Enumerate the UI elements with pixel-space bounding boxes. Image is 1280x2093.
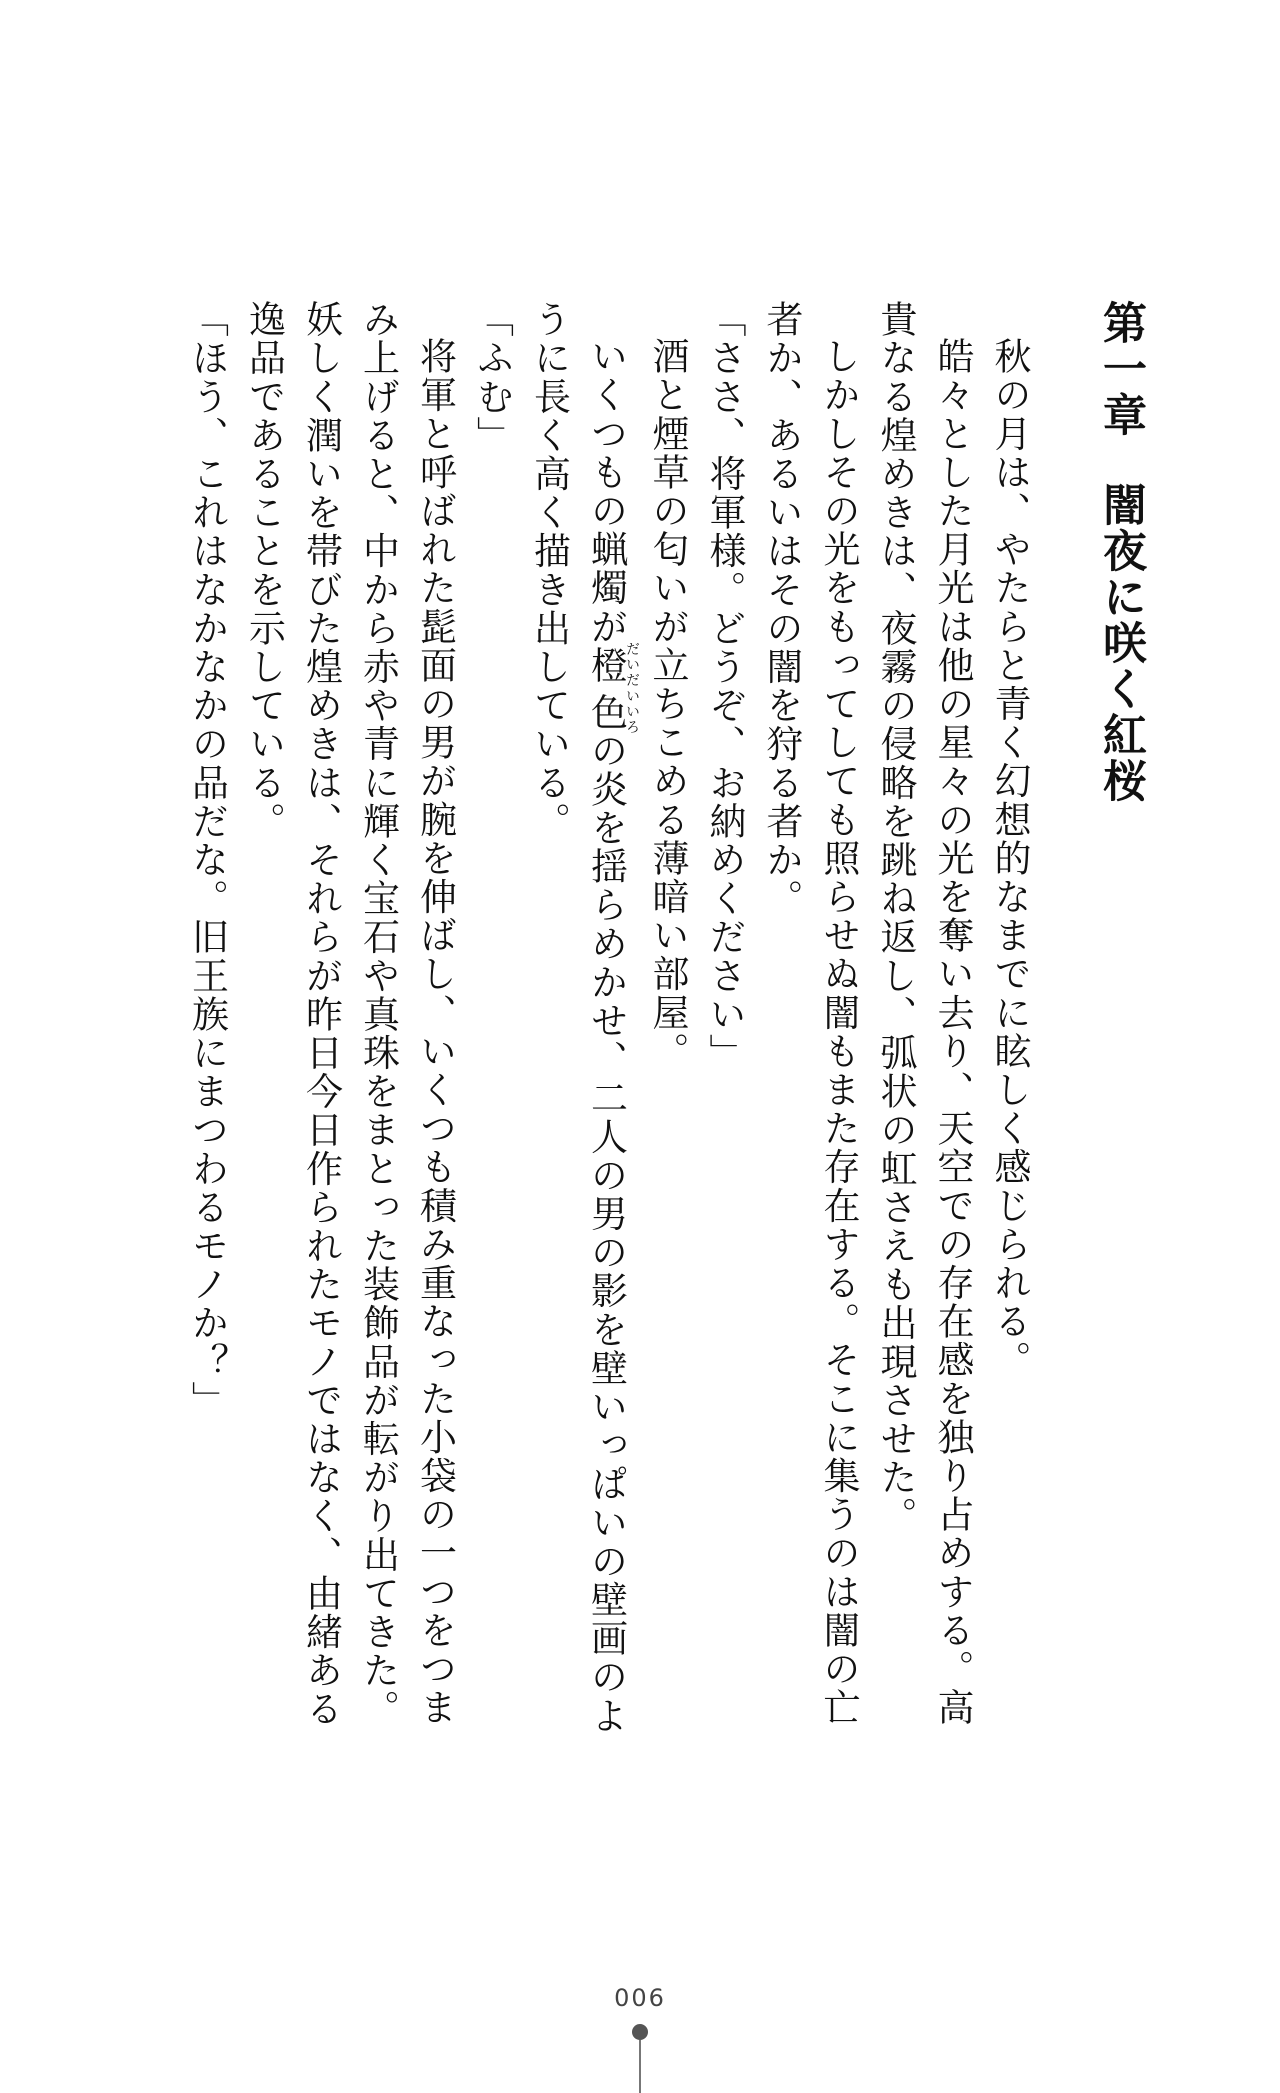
chapter-title-text: 闇夜に咲く紅桜 xyxy=(1095,482,1146,804)
paragraph-part-before-ruby: いくつもの蝋燭が xyxy=(584,337,628,646)
page-marker-line xyxy=(639,2040,641,2093)
paragraph: 皓々とした月光は他の星々の光を奪い去り、天空での存在感を独り占めする。高貴なる煌めきは、夜霧の侵略を跳ね返し、弧状の虹さえも出現させた。 xyxy=(874,300,974,1727)
dialogue-line: 「ふむ」 xyxy=(470,300,514,455)
ruby-base: 橙色 xyxy=(584,641,628,736)
page-number: 006 xyxy=(614,1984,666,2012)
vertical-text-block xyxy=(120,300,1150,1750)
paragraph: 将軍と呼ばれた髭面の男が腕を伸ばし、いくつも積み重なった小袋の一つをつまみ上げると、中から赤や青に輝く宝石や真珠をまとった装飾品が転がり出てきた。妖しく潤いを帯びた煌めきは、それらが昨日今日作られたモノではなく、由緒ある逸品であることを示している。 xyxy=(242,300,457,1729)
ruby-annotation xyxy=(584,641,640,736)
page-footer xyxy=(0,1984,1280,2012)
paragraph: 秋の月は、やたらと青く幻想的なまでに眩しく感じられる。 xyxy=(988,337,1031,1380)
dialogue-line: 「ほう、これはなかなかの品だな。旧王族にまつわるモノか？」 xyxy=(185,300,229,1420)
paragraph-with-ruby xyxy=(521,300,640,1750)
ruby-reading: だいだいいろ xyxy=(624,641,640,736)
dialogue-line: 「ささ、将軍様。どうぞ、お納めください」 xyxy=(703,300,746,1072)
paragraph: 酒と煙草の匂いが立ちこめる薄暗い部屋。 xyxy=(646,337,689,1071)
chapter-number-label: 第一章 xyxy=(1095,300,1146,438)
page-marker-dot xyxy=(632,2024,648,2040)
paragraph-part-after-ruby: の炎を揺らめかせ、二人の男の影を壁いっぱいの壁画のように長く高く描き出している。 xyxy=(527,300,628,1735)
chapter-title xyxy=(1090,300,1150,1750)
paragraph: しかしその光をもってしても照らせぬ闇もまた存在する。そこに集うのは闇の亡者か、あるいはその闇を狩る者か。 xyxy=(760,300,860,1727)
